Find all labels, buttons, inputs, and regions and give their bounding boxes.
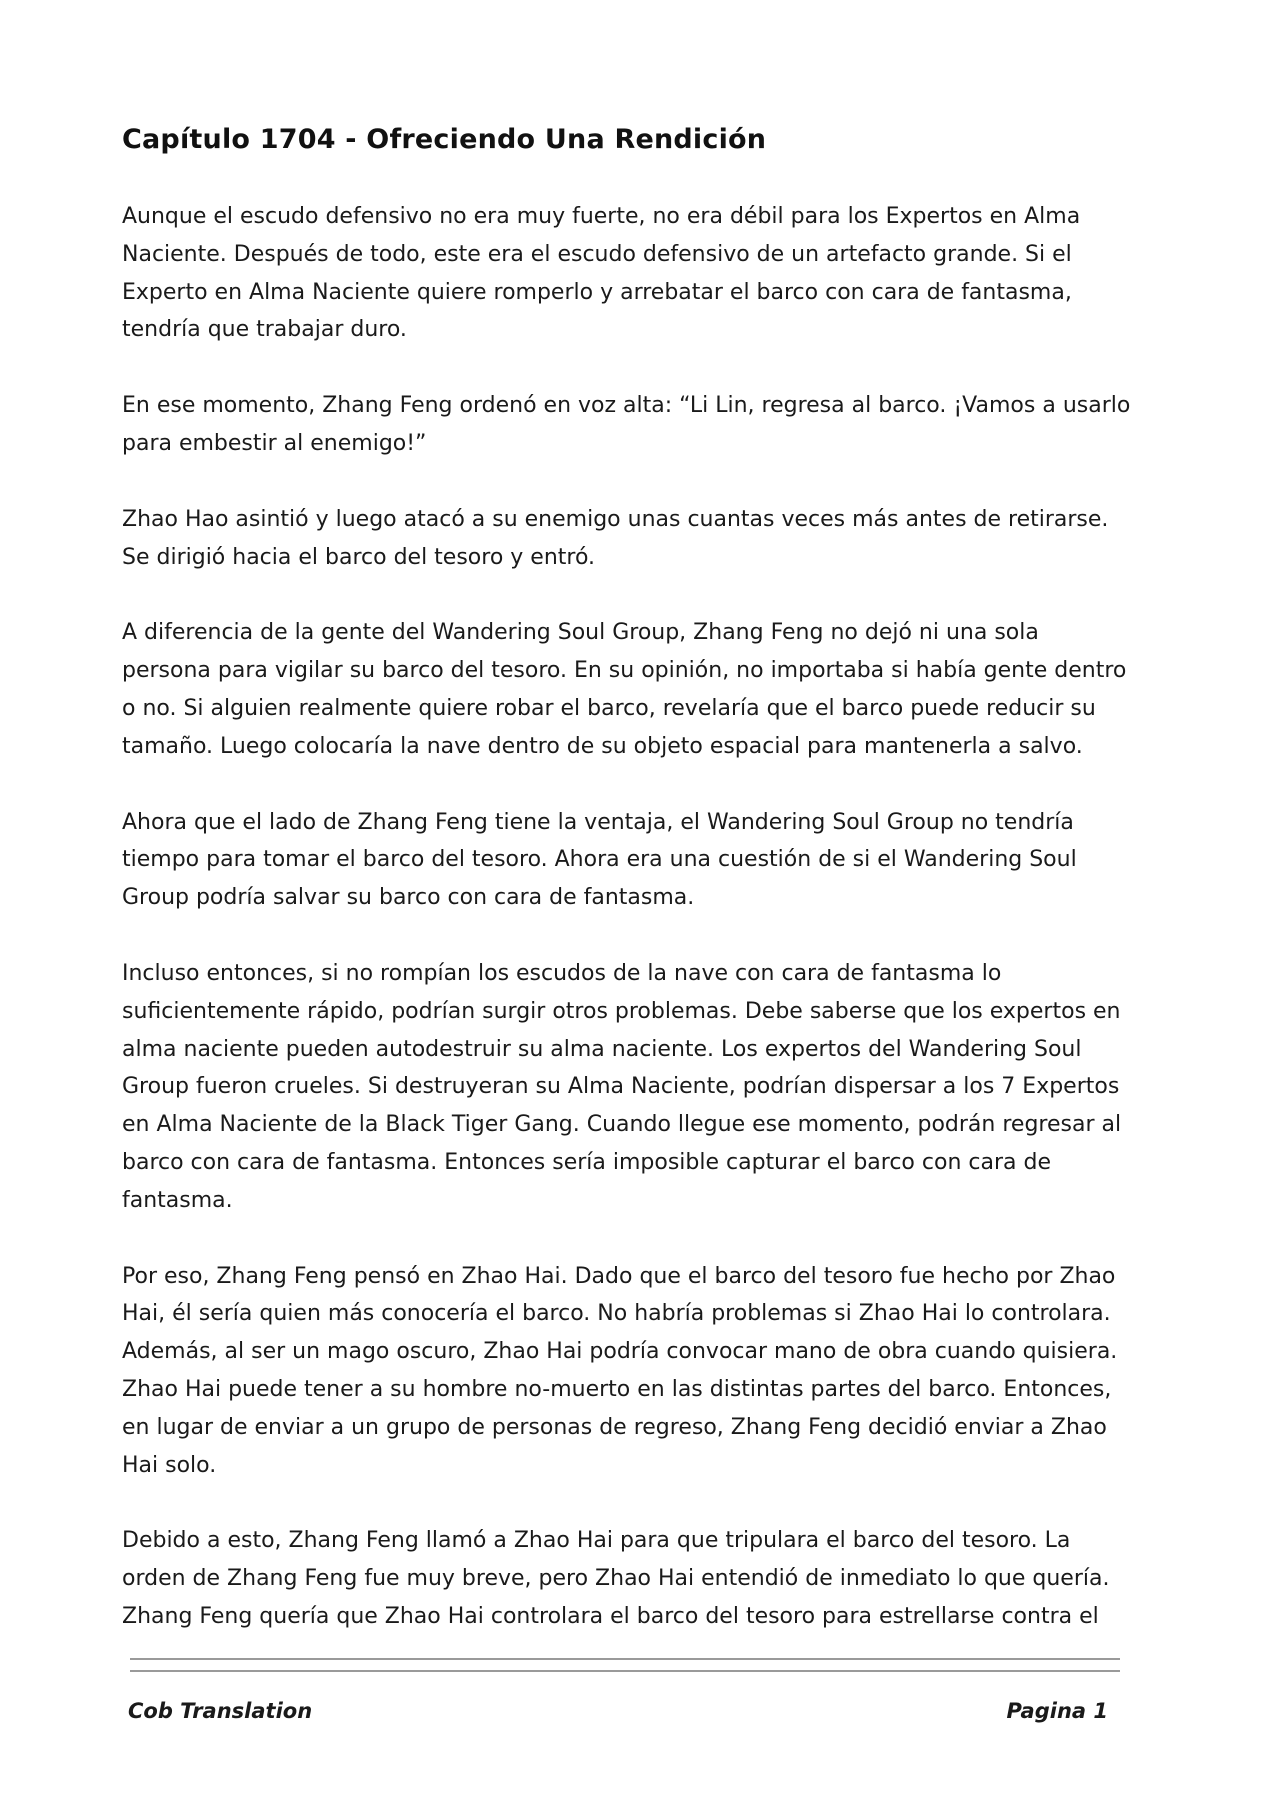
chapter-title: Capítulo 1704 - Ofreciendo Una Rendición	[122, 124, 767, 155]
paragraph-1: Aunque el escudo defensivo no era muy fuerte, no era débil para los Expertos en Alma Naciente. Después de todo, este era el escudo defensivo de un artefacto grande. Si el Experto en Alma Naciente quiere romperlo y arrebatar el barco con cara de fantasma, tendría que trabajar duro.	[122, 204, 1081, 343]
paragraph-3: Zhao Hao asintió y luego atacó a su enemigo unas cuantas veces más antes de retirarse. Se dirigió hacia el barco del tesoro y entró.	[122, 506, 1109, 570]
chapter-body	[122, 198, 1132, 1674]
paragraph-6: Incluso entonces, si no rompían los escudos de la nave con cara de fantasma lo suficientemente rápido, podrían surgir otros problemas. Debe saberse que los expertos en alma naciente pueden autodestruir su alma naciente. Los expertos del Wandering Soul Group fueron crueles. Si destruyeran su Alma Naciente, podrían dispersar a los 7 Expertos en Alma Naciente de la Black Tiger Gang. Cuando llegue ese momento, podrán regresar al barco con cara de fantasma. Entonces sería imposible capturar el barco con cara de fantasma.	[122, 960, 1122, 1213]
paragraph-4: A diferencia de la gente del Wandering Soul Group, Zhang Feng no dejó ni una sola persona para vigilar su barco del tesoro. En su opinión, no importaba si había gente dentro o no. Si alguien realmente quiere robar el barco, revelaría que el barco puede reducir su tamaño. Luego colocaría la nave dentro de su objeto espacial para mantenerla a salvo.	[122, 620, 1127, 759]
paragraph-7: Por eso, Zhang Feng pensó en Zhao Hai. Dado que el barco del tesoro fue hecho por Zhao Hai, él sería quien más conocería el barco. No habría problemas si Zhao Hai lo controlara. Además, al ser un mago oscuro, Zhao Hai podría convocar mano de obra cuando quisiera. Zhao Hai puede tener a su hombre no-muerto en las distintas partes del barco. Entonces, en lugar de enviar a un grupo de personas de regreso, Zhang Feng decidió enviar a Zhao Hai solo.	[122, 1263, 1118, 1478]
paragraph-8: Debido a esto, Zhang Feng llamó a Zhao Hai para que tripulara el barco del tesoro. La orden de Zhang Feng fue muy breve, pero Zhao Hai entendió de inmediato lo que quería. Zhang Feng quería que Zhao Hai controlara el barco del tesoro para estrellarse contra el	[122, 1528, 1110, 1629]
footer-divider-bottom	[130, 1670, 1120, 1672]
paragraph-2: En ese momento, Zhang Feng ordenó en voz alta: “Li Lin, regresa al barco. ¡Vamos a usarlo para embestir al enemigo!”	[122, 393, 1131, 456]
footer-divider-top	[130, 1658, 1120, 1660]
footer-page-number: Pagina 1	[1006, 1699, 1108, 1723]
paragraph-5: Ahora que el lado de Zhang Feng tiene la ventaja, el Wandering Soul Group no tendría tiempo para tomar el barco del tesoro. Ahora era una cuestión de si el Wandering Soul Group podría salvar su barco con cara de fantasma.	[122, 809, 1077, 911]
footer-publisher: Cob Translation	[128, 1699, 313, 1723]
